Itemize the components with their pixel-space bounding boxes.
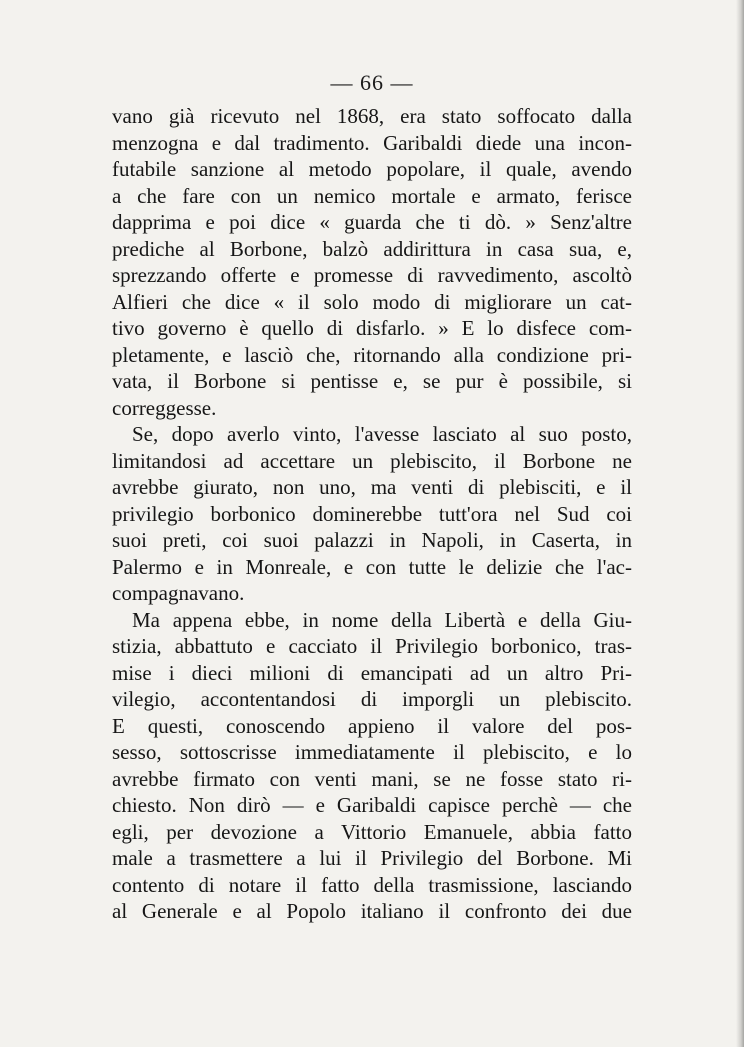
text-line: vano già ricevuto nel 1868, era stato soffocato dalla xyxy=(112,104,632,128)
text-line: menzogna e dal tradimento. Garibaldi diede una incon- xyxy=(112,130,632,155)
text-line: chiesto. Non dirò — e Garibaldi capisce perchè — che xyxy=(112,793,632,817)
text-line: Palermo e in Monreale, e con tutte le delizie che l'ac- xyxy=(112,554,632,579)
text-line: suoi preti, coi suoi palazzi in Napoli, in Caserta, in xyxy=(112,528,632,552)
text-line: Se, dopo averlo vinto, l'avesse lasciato al suo posto, xyxy=(132,422,632,446)
text-line: tivo governo è quello di disfarlo. » E lo disfece com- xyxy=(112,316,632,340)
text-line: pletamente, e lasciò che, ritornando alla condizione pri- xyxy=(112,342,632,367)
text-line: dapprima e poi dice « guarda che ti dò. » Senz'altre xyxy=(112,210,632,234)
text-line: sesso, sottoscrisse immediatamente il plebiscito, e lo xyxy=(112,740,632,764)
text-line: vata, il Borbone si pentisse e, se pur è possibile, si xyxy=(112,369,632,393)
text-line: al Generale e al Popolo italiano il confronto dei due xyxy=(112,899,632,923)
text-line: stizia, abbattuto e cacciato il Privilegio borbonico, tras- xyxy=(112,634,632,658)
page-edge-shadow xyxy=(736,0,744,1047)
text-line: Alfieri che dice « il solo modo di migliorare un cat- xyxy=(112,289,632,314)
text-line: E questi, conoscendo appieno il valore del pos- xyxy=(112,713,632,738)
body-text xyxy=(112,103,632,925)
text-line: prediche al Borbone, balzò addirittura in casa sua, e, xyxy=(112,236,632,261)
text-line: Ma appena ebbe, in nome della Libertà e della Giu- xyxy=(132,607,632,632)
text-line: egli, per devozione a Vittorio Emanuele, abbia fatto xyxy=(112,819,632,844)
text-line: futabile sanzione al metodo popolare, il quale, avendo xyxy=(112,157,632,181)
page-number: — 66 — xyxy=(330,70,414,95)
text-line: contento di notare il fatto della trasmissione, lasciando xyxy=(112,872,632,897)
text-line: vilegio, accontentandosi di imporgli un plebiscito. xyxy=(112,687,632,711)
text-line: sprezzando offerte e promesse di ravvedimento, ascoltò xyxy=(112,263,632,287)
text-line: avrebbe firmato con venti mani, se ne fosse stato ri- xyxy=(112,766,632,791)
text-line: limitandosi ad accettare un plebiscito, il Borbone ne xyxy=(112,448,632,473)
text-line: male a trasmettere a lui il Privilegio del Borbone. Mi xyxy=(112,846,632,870)
text-line: avrebbe giurato, non uno, ma venti di plebisciti, e il xyxy=(112,475,632,499)
text-line: a che fare con un nemico mortale e armato, ferisce xyxy=(112,183,632,208)
text-line: compagnavano. xyxy=(112,581,245,605)
text-line: privilegio borbonico dominerebbe tutt'ora nel Sud coi xyxy=(112,501,632,526)
text-line: mise i dieci milioni di emancipati ad un altro Pri- xyxy=(112,660,632,685)
text-line: correggesse. xyxy=(112,395,217,420)
